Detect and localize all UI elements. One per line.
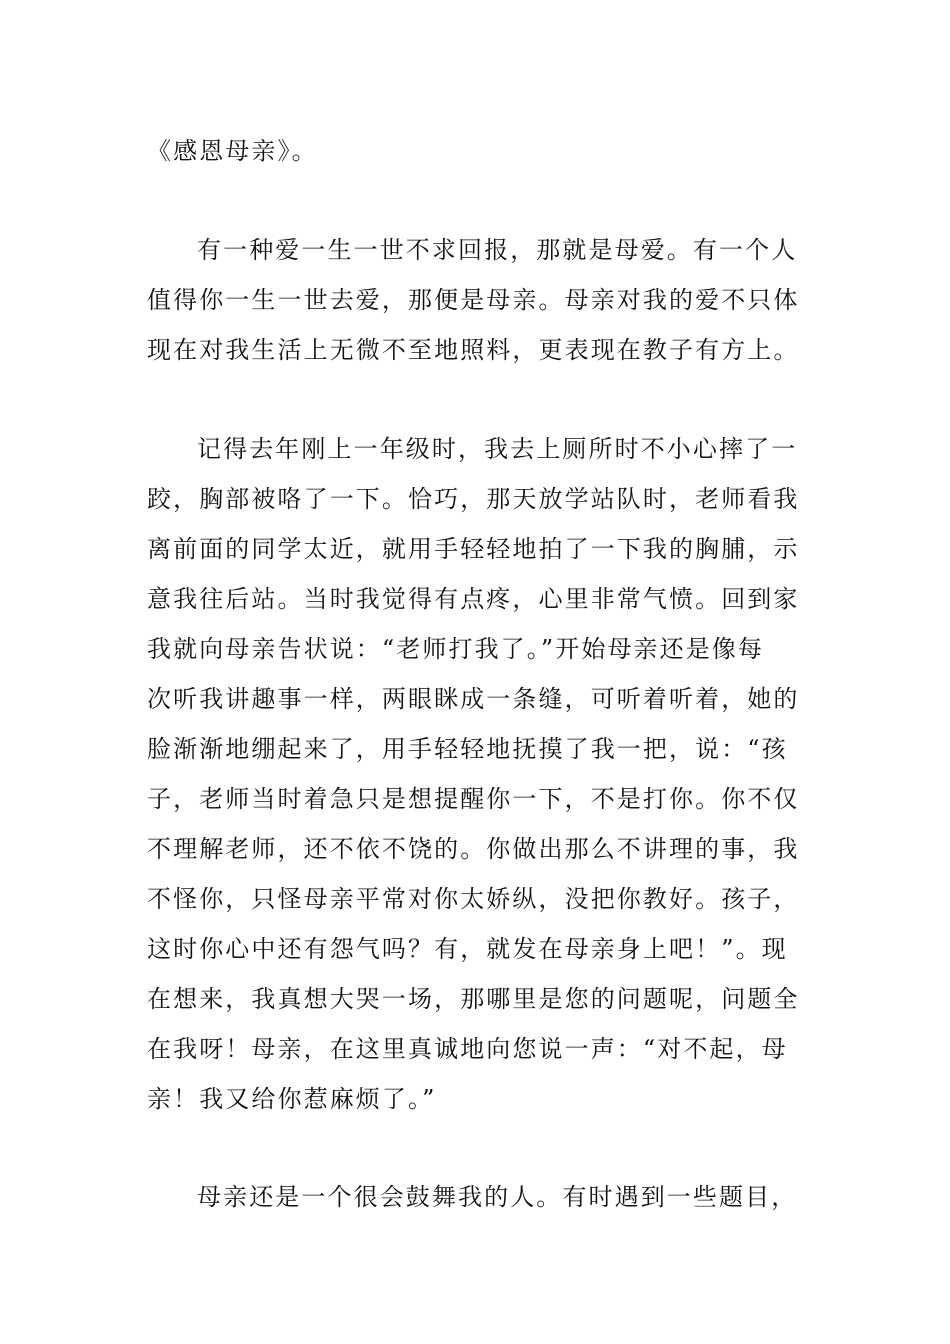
text-line: 在想来，我真想大哭一场，那哪里是您的问题呢，问题全 (147, 985, 800, 1013)
text-line: 脸渐渐地绷起来了，用手轻轻地抚摸了我一把，说：“孩 (147, 735, 788, 763)
text-line: 母亲还是一个很会鼓舞我的人。有时遇到一些题目， (197, 1183, 798, 1211)
text-line: 这时你心中还有怨气吗？有，就发在母亲身上吧！”。现 (147, 935, 788, 963)
text-line: 在我呀！母亲，在这里真诚地向您说一声：“对不起，母 (147, 1035, 788, 1063)
text-line: 我就向母亲告状说：“老师打我了。”开始母亲还是像每 (147, 635, 765, 663)
text-line-title: 《感恩母亲》。 (147, 137, 318, 165)
text-line: 次听我讲趣事一样，两眼眯成一条缝，可听着听着，她的 (147, 685, 800, 713)
text-line: 跤，胸部被咯了一下。恰巧，那天放学站队时，老师看我 (147, 485, 800, 513)
text-line: 记得去年刚上一年级时，我去上厕所时不小心摔了一 (197, 435, 798, 463)
text-line: 有一种爱一生一世不求回报，那就是母爱。有一个人 (197, 236, 798, 264)
text-line: 不理解老师，还不依不饶的。你做出那么不讲理的事，我 (147, 835, 800, 863)
text-line: 意我往后站。当时我觉得有点疼，心里非常气愤。回到家 (147, 585, 800, 613)
text-line: 不怪你，只怪母亲平常对你太娇纵，没把你教好。孩子， (147, 885, 800, 913)
text-line: 离前面的同学太近，就用手轻轻地拍了一下我的胸脯，示 (147, 535, 800, 563)
text-line: 值得你一生一世去爱，那便是母亲。母亲对我的爱不只体 (147, 286, 800, 314)
text-line: 亲！我又给你惹麻烦了。” (147, 1085, 437, 1113)
text-line: 子，老师当时着急只是想提醒你一下，不是打你。你不仅 (147, 785, 800, 813)
text-line: 现在对我生活上无微不至地照料，更表现在教子有方上。 (147, 336, 800, 364)
